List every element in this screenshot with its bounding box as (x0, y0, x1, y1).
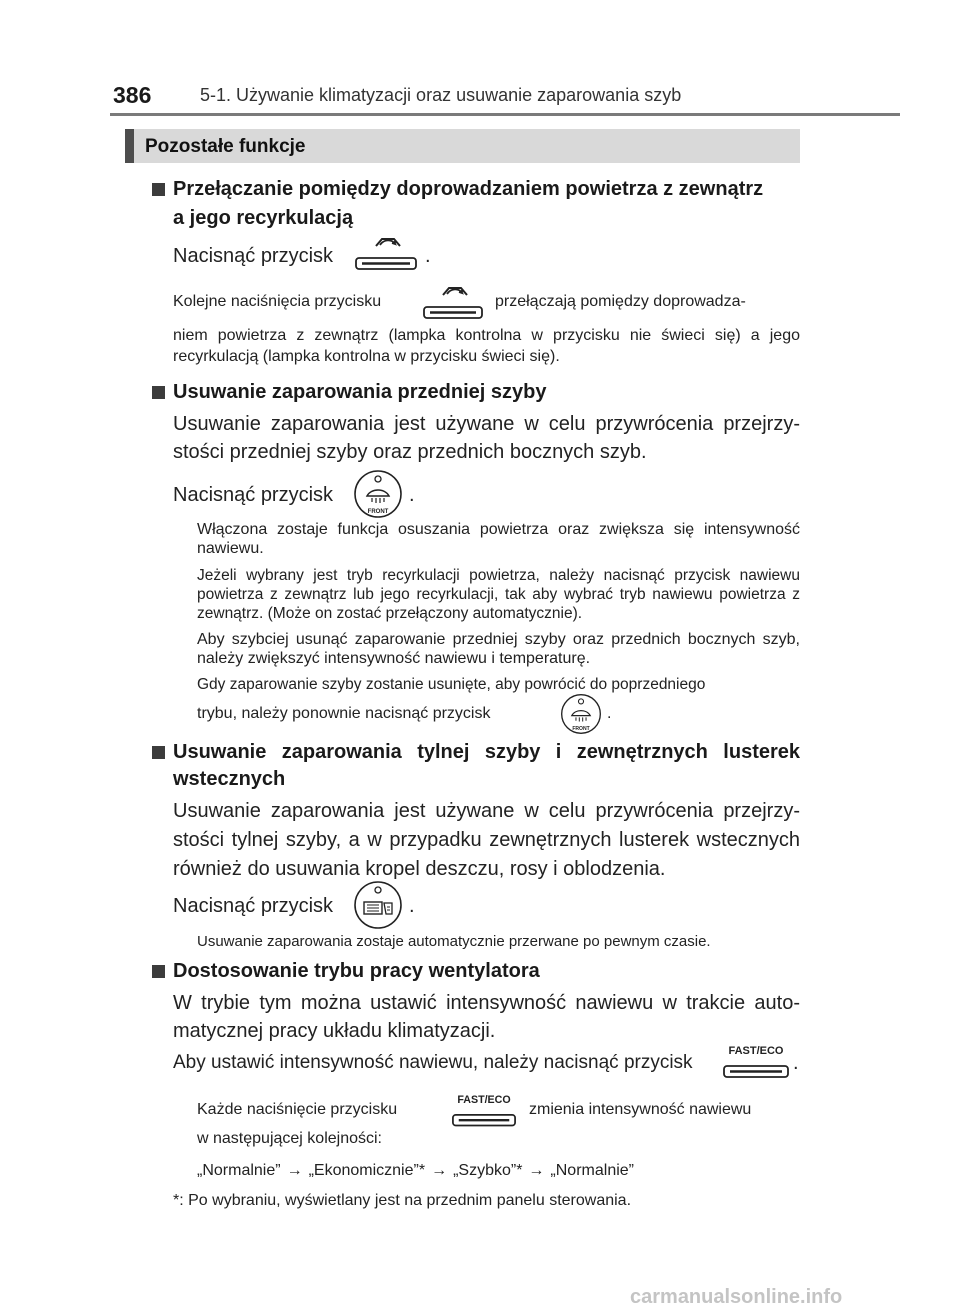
chapter-title: 5-1. Używanie klimatyzacji oraz usuwanie zaparowania szyb (200, 85, 682, 105)
rear-defroster-button-icon (352, 880, 404, 930)
section-accent (125, 129, 134, 163)
page-header (0, 0, 960, 116)
fan-note-end: zmienia intensywność nawiewu (529, 1101, 752, 1118)
recirc-note-end: przełączają pomiędzy doprowadza- (495, 293, 746, 310)
front-label: FRONT (367, 509, 389, 515)
fan-mode-sequence (197, 1162, 634, 1180)
front-heading: Usuwanie zaparowania przedniej szyby (173, 381, 547, 403)
rear-body: Usuwanie zaparowania jest używane w celu przywrócenia przejrzystości tylnej szyby, a w przypadku zewnętrznych lusterek wstecznych również do usuwania kropel deszczu, rosy i oblodzenia. (173, 800, 800, 880)
sequence-step-4: „Normalnie” (550, 1162, 634, 1179)
bullet-square-icon (152, 965, 165, 978)
recirc-heading-line2: a jego recyrkulacją (173, 207, 354, 229)
front-body: Usuwanie zaparowania jest używane w celu przywrócenia przejrzystości przedniej szyby oraz przednich bocznych szyb. (173, 413, 800, 463)
sequence-step-3: „Szybko”* (453, 1162, 523, 1179)
recirc-heading-line1: Przełączanie pomiędzy doprowadzaniem powietrza z zewnątrz (173, 178, 764, 200)
header-divider (110, 113, 900, 116)
front-note2: Jeżeli wybrany jest tryb recyrkulacji powietrza, należy nacisnąć przycisk nawiewu powietrza z zewnątrz lub jego recyrkulacji, tak aby wybrać tryb nawiewu powietrza z zewnątrz. (Może on zostać przełączony automatycznie). (197, 567, 800, 622)
section-bar (125, 129, 800, 163)
fan-body: W trybie tym można ustawić intensywność nawiewu w trakcie automatycznej pracy układu klimatyzacji. (173, 992, 800, 1042)
fan-press-period: . (793, 1052, 799, 1074)
recirc-press-text: Nacisnąć przycisk (173, 245, 334, 267)
rear-heading-line1: Usuwanie zaparowania tylnej szyby i zewnętrznych lusterek (173, 741, 800, 763)
front-note1: Włączona zostaje funkcja osuszania powietrza oraz zwiększa się intensywność nawiewu. (197, 521, 800, 557)
arrow-right-icon: → (431, 1162, 448, 1179)
fan-note-start: Każde naciśnięcie przycisku (197, 1101, 398, 1118)
bullet-square-icon (152, 746, 165, 759)
front-note4a: Gdy zaparowanie szyby zostanie usunięte, aby powrócić do poprzedniego (197, 676, 706, 693)
front-press-period: . (409, 484, 415, 506)
recirc-note-start: Kolejne naciśnięcia przycisku (173, 293, 382, 310)
recirc-note-rest: niem powietrza z zewnątrz (lampka kontrolna w przycisku nie świeci się) a jego recyrkulacją (lampka kontrolna w przycisku świeci się). (173, 327, 800, 365)
fan-press-text: Aby ustawić intensywność nawiewu, należy nacisnąć przycisk (173, 1052, 693, 1073)
rear-note: Usuwanie zaparowania zostaje automatycznie przerwane po pewnym czasie. (197, 933, 711, 950)
recirculation-button-icon (354, 232, 418, 272)
sequence-step-1: „Normalnie” (197, 1162, 281, 1179)
front-press-text: Nacisnąć przycisk (173, 484, 334, 506)
recirc-press-period: . (425, 245, 431, 267)
fan-heading: Dostosowanie trybu pracy wentylatora (173, 960, 540, 982)
front-note4-period: . (607, 705, 612, 722)
sequence-step-2: „Ekonomicznie”* (308, 1162, 426, 1179)
front-defroster-button-icon (352, 469, 404, 519)
fan-note-line2: w następującej kolejności: (197, 1130, 382, 1147)
arrow-right-icon: → (528, 1162, 545, 1179)
footnote: *: Po wybraniu, wyświetlany jest na przednim panelu sterowania. (173, 1192, 632, 1209)
fast-eco-label-2: FAST/ECO (457, 1094, 511, 1107)
front-defroster-button-icon (559, 693, 603, 735)
fast-eco-button-icon (721, 1040, 791, 1082)
watermark: carmanualsonline.info (630, 1286, 843, 1308)
bullet-square-icon (152, 386, 165, 399)
section-title: Pozostałe funkcje (145, 136, 306, 157)
recirculation-button-icon (422, 282, 484, 322)
rear-heading-line2: wstecznych (173, 768, 286, 790)
arrow-right-icon: → (286, 1162, 303, 1179)
bullet-square-icon (152, 183, 165, 196)
rear-press-period: . (409, 895, 415, 917)
front-note4b: trybu, należy ponownie nacisnąć przycisk (197, 705, 491, 722)
rear-press-text: Nacisnąć przycisk (173, 895, 334, 917)
front-note3: Aby szybciej usunąć zaparowanie przedniej szyby oraz przednich bocznych szyb, należy zwiększyć intensywność nawiewu i temperaturę. (197, 631, 800, 667)
fast-eco-button-icon (450, 1089, 518, 1131)
page-number: 386 (113, 82, 152, 108)
fast-eco-label: FAST/ECO (728, 1045, 784, 1057)
front-label-small: FRONT (572, 725, 590, 732)
